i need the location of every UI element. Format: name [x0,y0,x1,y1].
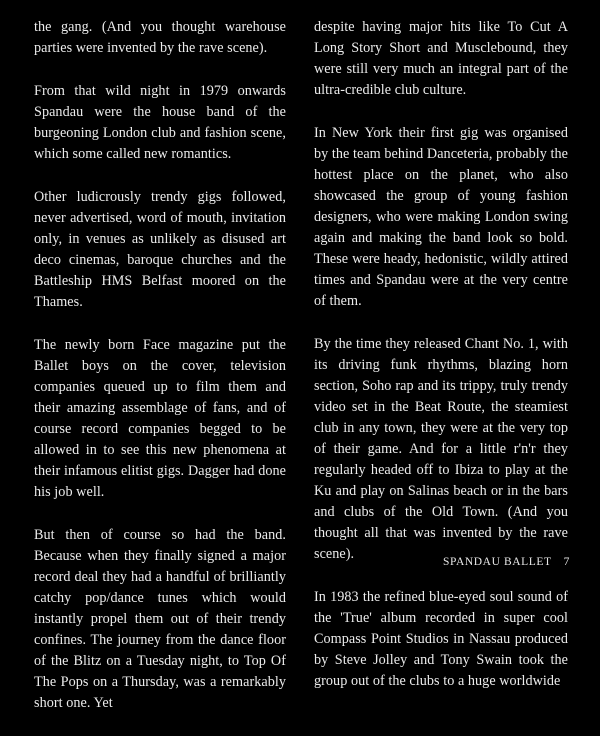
page-footer [443,556,570,568]
paragraph: the gang. (And you thought warehouse parties were invented by the rave scene). [34,19,286,56]
right-text-column [314,17,568,714]
paragraph: In 1983 the refined blue-eyed soul sound of the 'True' album recorded in super cool Compass Point Studios in Nassau produced by Steve Jolley and Tony Swain took the group out of the clubs to a huge worldwide [314,589,568,689]
left-text-column [34,17,286,736]
paragraph: By the time they released Chant No. 1, with its driving funk rhythms, blazing horn section, Soho rap and its trippy, truly trendy video set in the Beat Route, the steamiest club in any town, they were at the very top of their game. And for a little r'n'r they regularly headed off to Ibiza to play at the Ku and play on Salinas beach or in the bars and clubs of the Old Town. (And you thought all that was invented by the rave scene). [314,336,568,562]
paragraph: From that wild night in 1979 onwards Spandau were the house band of the burgeoning London club and fashion scene, which some called new romantics. [34,83,286,162]
paragraph: But then of course so had the band. Because when they finally signed a major record deal they had a handful of brilliantly catchy pop/dance tunes which would instantly propel them out of their trendy confines. The journey from the dance floor of the Blitz on a Tuesday night, to Top Of The Pops on a Thursday, was a remarkably short one. Yet [34,527,286,711]
paragraph: Other ludicrously trendy gigs followed, never advertised, word of mouth, invitation only, in venues as unlikely as disused art deco cinemas, baroque churches and the Battleship HMS Belfast moored on the Thames. [34,189,286,310]
paragraph: The newly born Face magazine put the Ballet boys on the cover, television companies queued up to film them and their amazing assemblage of fans, and of course record companies begged to be allowed in to see this new phenomena at their infamous elitist gigs. Dagger had done his job well. [34,337,286,500]
page-number: 7 [563,556,570,568]
paragraph: In New York their first gig was organised by the team behind Danceteria, probably the hottest place on the planet, who also showcased the group of young fashion designers, who were making London swing again and making the band look so bold. These were heady, hedonistic, wildly attired times and Spandau were at the very centre of them. [314,125,568,309]
running-title: SPANDAU BALLET [443,556,552,568]
paragraph: despite having major hits like To Cut A Long Story Short and Musclebound, they were still very much an integral part of the ultra-credible club culture. [314,19,568,98]
